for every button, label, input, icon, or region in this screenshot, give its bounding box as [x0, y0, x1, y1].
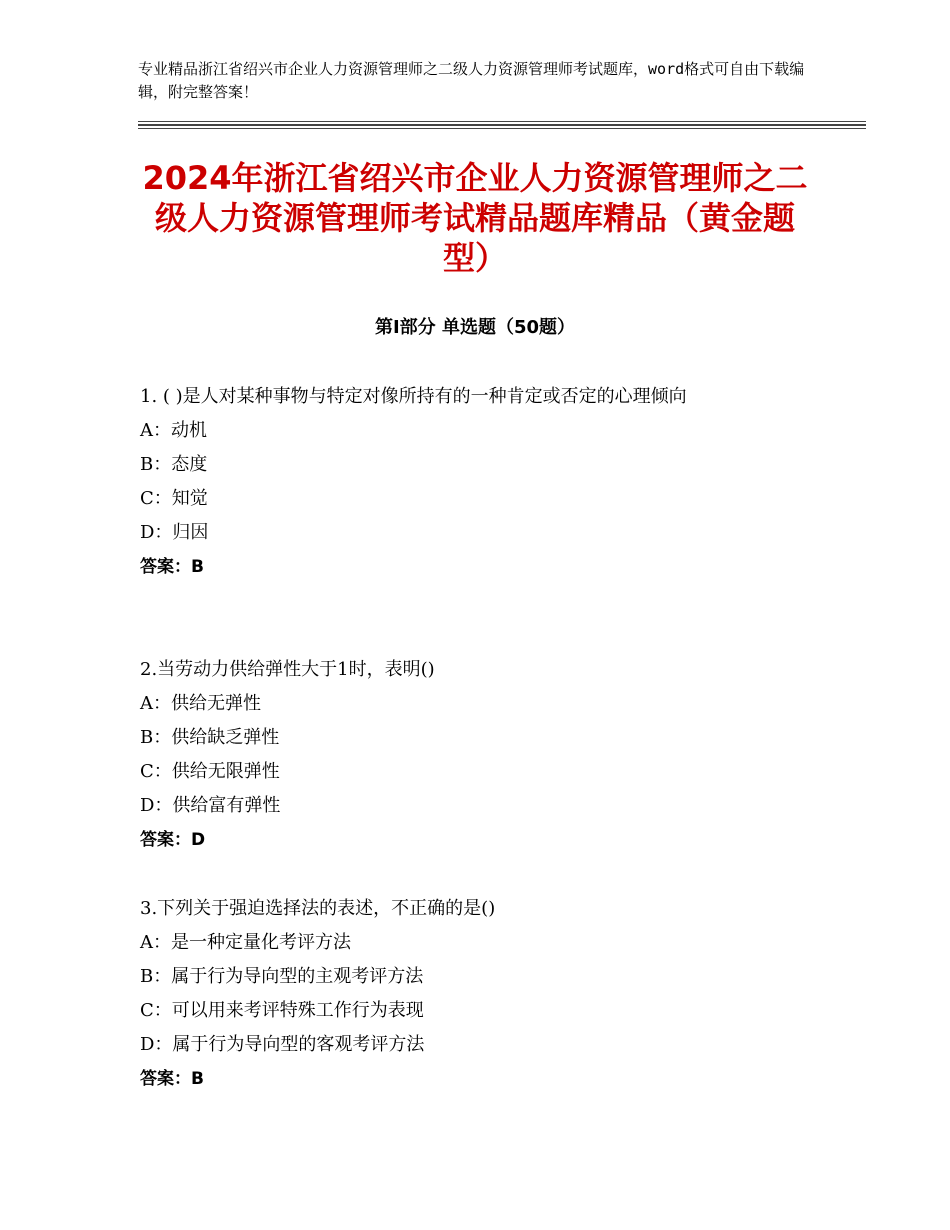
option-d: D：属于行为导向型的客观考评方法	[140, 1034, 425, 1055]
question-item	[140, 380, 820, 584]
option-c: C：供给无限弹性	[140, 761, 280, 782]
option-b: B：态度	[140, 454, 208, 475]
option-d: D：供给富有弹性	[140, 795, 281, 816]
answer-line: 答案：B	[140, 557, 204, 577]
question-stem: 1. ( )是人对某种事物与特定对像所持有的一种肯定或否定的心理倾向	[140, 386, 687, 407]
option-c: C：可以用来考评特殊工作行为表现	[140, 1000, 424, 1021]
option-d: D：归因	[140, 522, 209, 543]
answer-line: 答案：D	[140, 830, 206, 850]
question-stem: 2.当劳动力供给弹性大于1时，表明()	[140, 659, 435, 680]
header-divider	[138, 128, 866, 129]
header-divider	[138, 121, 866, 122]
header-note: 专业精品浙江省绍兴市企业人力资源管理师之二级人力资源管理师考试题库，word格式可自由下载编辑，附完整答案！	[138, 60, 805, 101]
option-a: A：供给无弹性	[140, 693, 261, 714]
answer-line: 答案：B	[140, 1069, 204, 1089]
question-item	[140, 892, 820, 1096]
section-heading: 第Ⅰ部分 单选题（50题）	[374, 317, 575, 338]
option-c: C：知觉	[140, 488, 208, 509]
document-title: 2024年浙江省绍兴市企业人力资源管理师之二级人力资源管理师考试精品题库精品（黄金题型）	[142, 159, 808, 277]
question-stem: 3.下列关于强迫选择法的表述，不正确的是()	[140, 898, 496, 919]
option-b: B：供给缺乏弹性	[140, 727, 280, 748]
header-divider	[138, 124, 866, 126]
option-a: A：是一种定量化考评方法	[140, 932, 351, 953]
option-a: A：动机	[140, 420, 207, 441]
option-b: B：属于行为导向型的主观考评方法	[140, 966, 424, 987]
question-item	[140, 653, 820, 857]
